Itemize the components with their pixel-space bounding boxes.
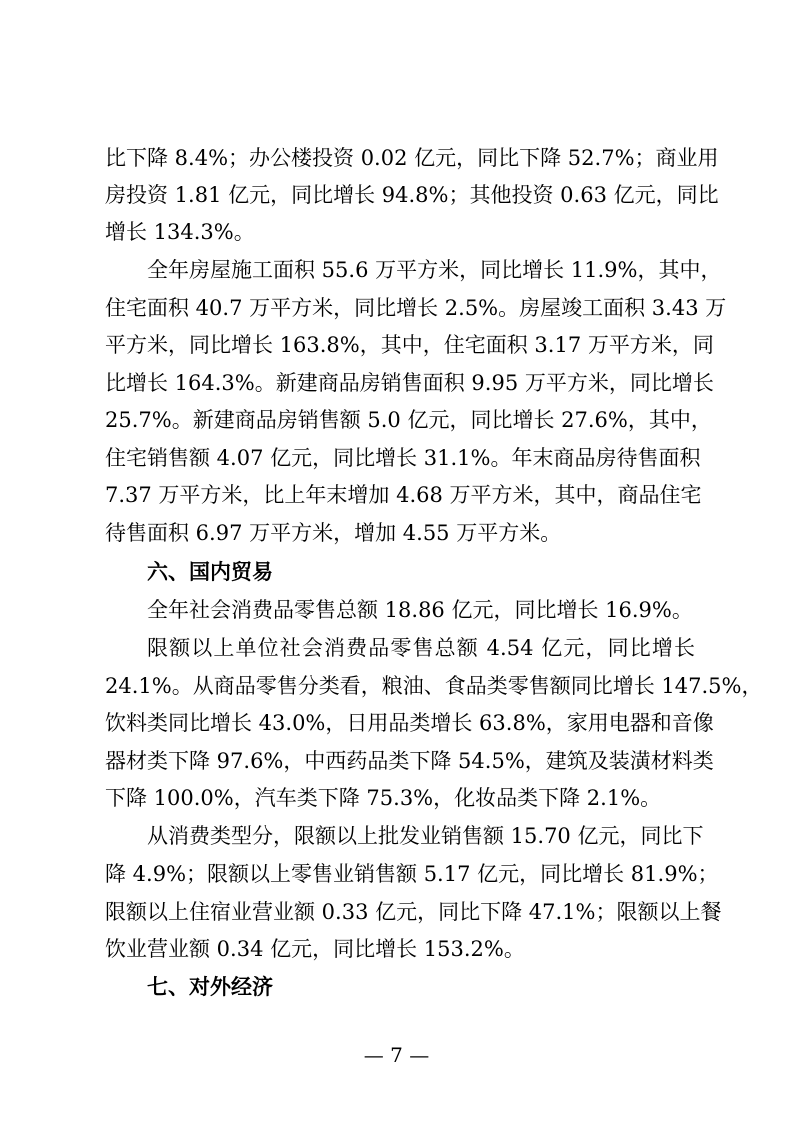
page-number: — 7 — bbox=[363, 1043, 430, 1067]
paragraph-line: 住宅销售额 4.07 亿元，同比增长 31.1%。年末商品房待售面积 bbox=[105, 446, 701, 470]
paragraph-line: 下降 100.0%，汽车类下降 75.3%，化妆品类下降 2.1%。 bbox=[105, 786, 662, 810]
paragraph-line: 限额以上单位社会消费品零售总额 4.54 亿元，同比增长 bbox=[147, 636, 695, 660]
paragraph-line: 待售面积 6.97 万平方米，增加 4.55 万平方米。 bbox=[105, 521, 562, 545]
paragraph-line: 25.7%。新建商品房销售额 5.0 亿元，同比增长 27.6%，其中， bbox=[105, 408, 712, 432]
paragraph-line: 全年房屋施工面积 55.6 万平方米，同比增长 11.9%，其中， bbox=[147, 258, 722, 282]
paragraph-line: 从消费类型分，限额以上批发业销售额 15.70 亿元，同比下 bbox=[147, 824, 704, 848]
paragraph-line: 比增长 164.3%。新建商品房销售面积 9.95 万平方米，同比增长 bbox=[105, 371, 714, 395]
section-heading: 六、国内贸易 bbox=[147, 560, 273, 584]
paragraph-line: 住宅面积 40.7 万平方米，同比增长 2.5%。房屋竣工面积 3.43 万 bbox=[105, 296, 727, 320]
paragraph-line: 增长 134.3%。 bbox=[105, 220, 255, 244]
paragraph-line: 器材类下降 97.6%，中西药品类下降 54.5%，建筑及装潢材料类 bbox=[105, 749, 714, 773]
section-heading: 七、对外经济 bbox=[147, 975, 273, 999]
paragraph-line: 饮料类同比增长 43.0%，日用品类增长 63.8%，家用电器和音像 bbox=[105, 711, 714, 735]
paragraph-line: 降 4.9%；限额以上零售业销售额 5.17 亿元，同比增长 81.9%； bbox=[105, 862, 719, 886]
paragraph-line: 7.37 万平方米，比上年末增加 4.68 万平方米，其中，商品住宅 bbox=[105, 483, 702, 507]
paragraph-line: 比下降 8.4%；办公楼投资 0.02 亿元，同比下降 52.7%；商业用 bbox=[105, 146, 719, 170]
paragraph-line: 房投资 1.81 亿元，同比增长 94.8%；其他投资 0.63 亿元，同比 bbox=[105, 183, 719, 207]
paragraph-line: 饮业营业额 0.34 亿元，同比增长 153.2%。 bbox=[105, 937, 525, 961]
paragraph-line: 限额以上住宿业营业额 0.33 亿元，同比下降 47.1%；限额以上餐 bbox=[105, 900, 722, 924]
paragraph-line: 全年社会消费品零售总额 18.86 亿元，同比增长 16.9%。 bbox=[147, 598, 693, 622]
paragraph-line: 24.1%。从商品零售分类看，粮油、食品类零售额同比增长 147.5%， bbox=[105, 674, 763, 698]
paragraph-line: 平方米，同比增长 163.8%，其中，住宅面积 3.17 万平方米，同 bbox=[105, 333, 714, 357]
